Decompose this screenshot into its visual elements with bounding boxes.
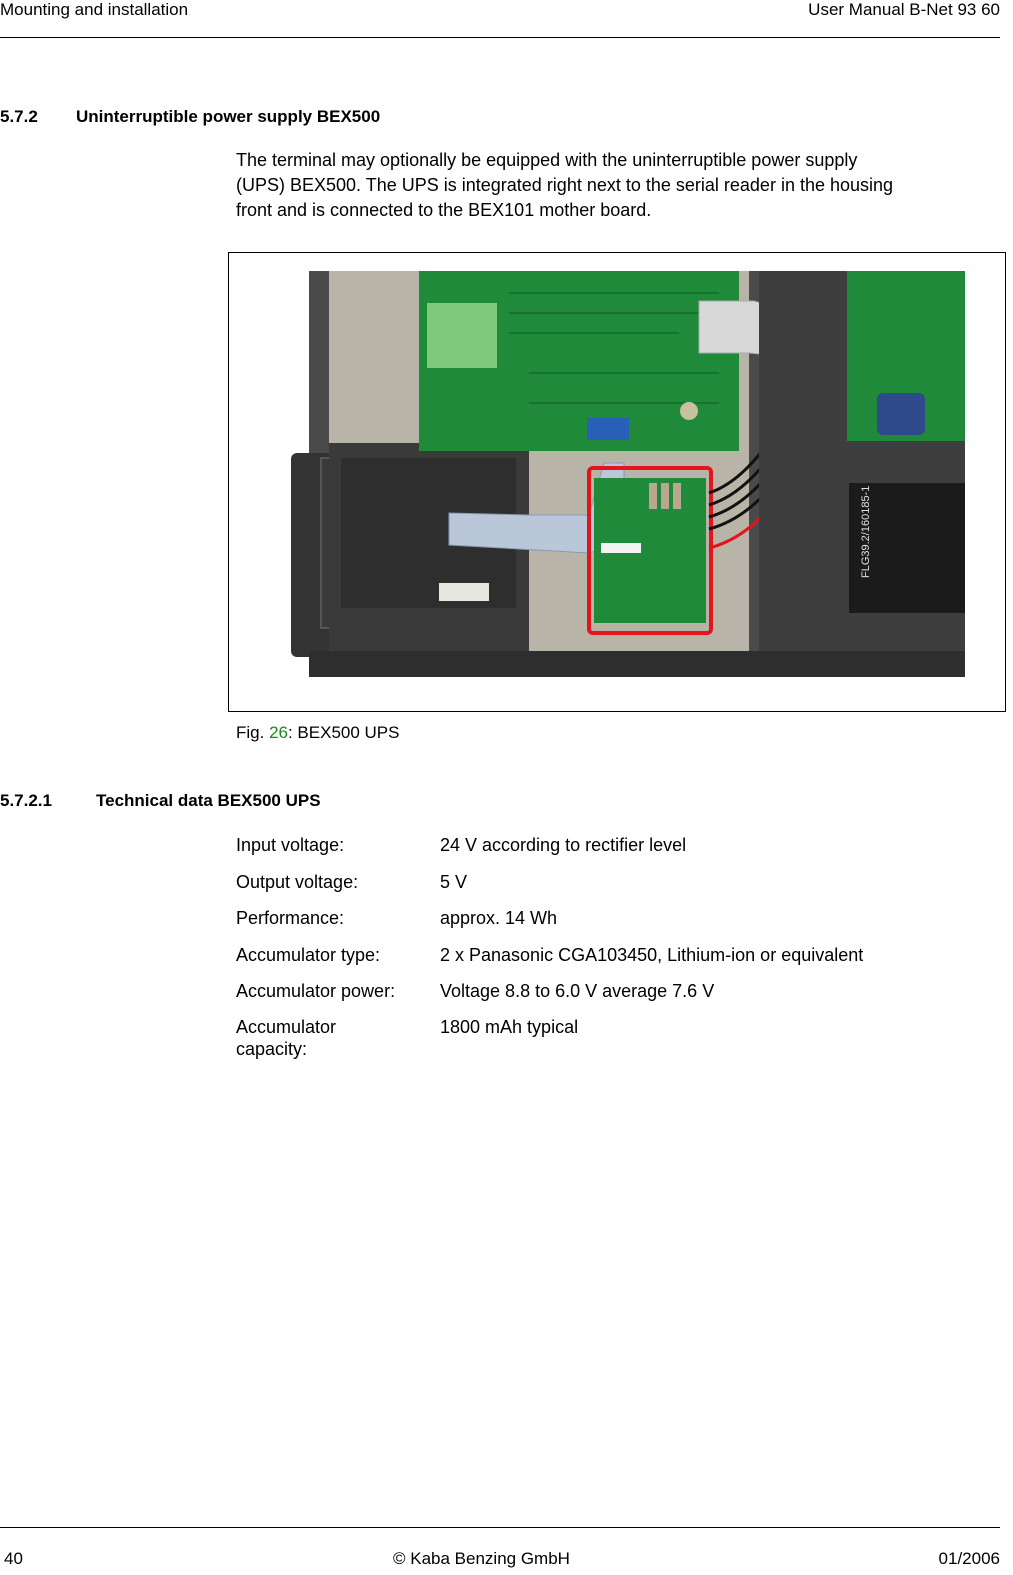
sticker-label — [439, 583, 489, 601]
paragraph-line: (UPS) BEX500. The UPS is integrated right next to the serial reader in the housing — [236, 175, 894, 195]
header-rule — [0, 37, 1000, 38]
caption-text: : BEX500 UPS — [287, 723, 400, 742]
capacitor — [877, 393, 925, 435]
transformer-label: FLG39.2/160185-1 — [860, 485, 872, 578]
header-right: User Manual B-Net 93 60 — [808, 0, 1000, 19]
housing-bottom — [309, 651, 965, 677]
tech-label — [236, 1016, 431, 1060]
tech-label-line: capacity: — [236, 1039, 308, 1059]
header-left: Mounting and installation — [0, 0, 189, 19]
tech-value: approx. 14 Wh — [440, 908, 558, 928]
footer-date: 01/2006 — [938, 1549, 1000, 1568]
figure-caption — [236, 723, 400, 743]
tech-label-line: Accumulator — [236, 1017, 337, 1037]
tech-label: Performance: — [236, 908, 345, 928]
footer-copyright: © Kaba Benzing GmbH — [393, 1549, 570, 1568]
tech-value: 2 x Panasonic CGA103450, Lithium-ion or equivalent — [440, 945, 864, 965]
tech-value: 5 V — [440, 872, 468, 892]
pcb-connector — [427, 303, 497, 368]
ups-barcode — [601, 543, 641, 553]
page-number: 40 — [4, 1549, 23, 1568]
paragraph-line: front and is connected to the BEX101 mother board. — [236, 200, 652, 220]
buzzer — [680, 402, 698, 420]
figure-number-link[interactable]: 26 — [269, 723, 288, 742]
subsection-title: Technical data BEX500 UPS — [96, 791, 321, 810]
tech-label: Accumulator type: — [236, 945, 381, 965]
intro-paragraph — [236, 148, 893, 223]
section-number: 5.7.2 — [0, 107, 38, 126]
paragraph-line: The terminal may optionally be equipped with the uninterruptible power supply — [236, 150, 858, 170]
section-title: Uninterruptible power supply BEX500 — [76, 107, 381, 126]
tech-value: 24 V according to rectifier level — [440, 835, 687, 855]
ups-photo — [229, 253, 1005, 711]
footer-rule — [0, 1527, 1000, 1528]
tech-label: Input voltage: — [236, 835, 345, 855]
tech-label: Accumulator power: — [236, 981, 396, 1001]
blue-connector — [587, 418, 629, 440]
figure-frame — [228, 252, 1006, 712]
tech-label: Output voltage: — [236, 872, 359, 892]
tech-value: Voltage 8.8 to 6.0 V average 7.6 V — [440, 981, 715, 1001]
subsection-number: 5.7.2.1 — [0, 791, 52, 810]
tech-value: 1800 mAh typical — [440, 1017, 579, 1037]
caption-prefix: Fig. — [236, 723, 270, 742]
